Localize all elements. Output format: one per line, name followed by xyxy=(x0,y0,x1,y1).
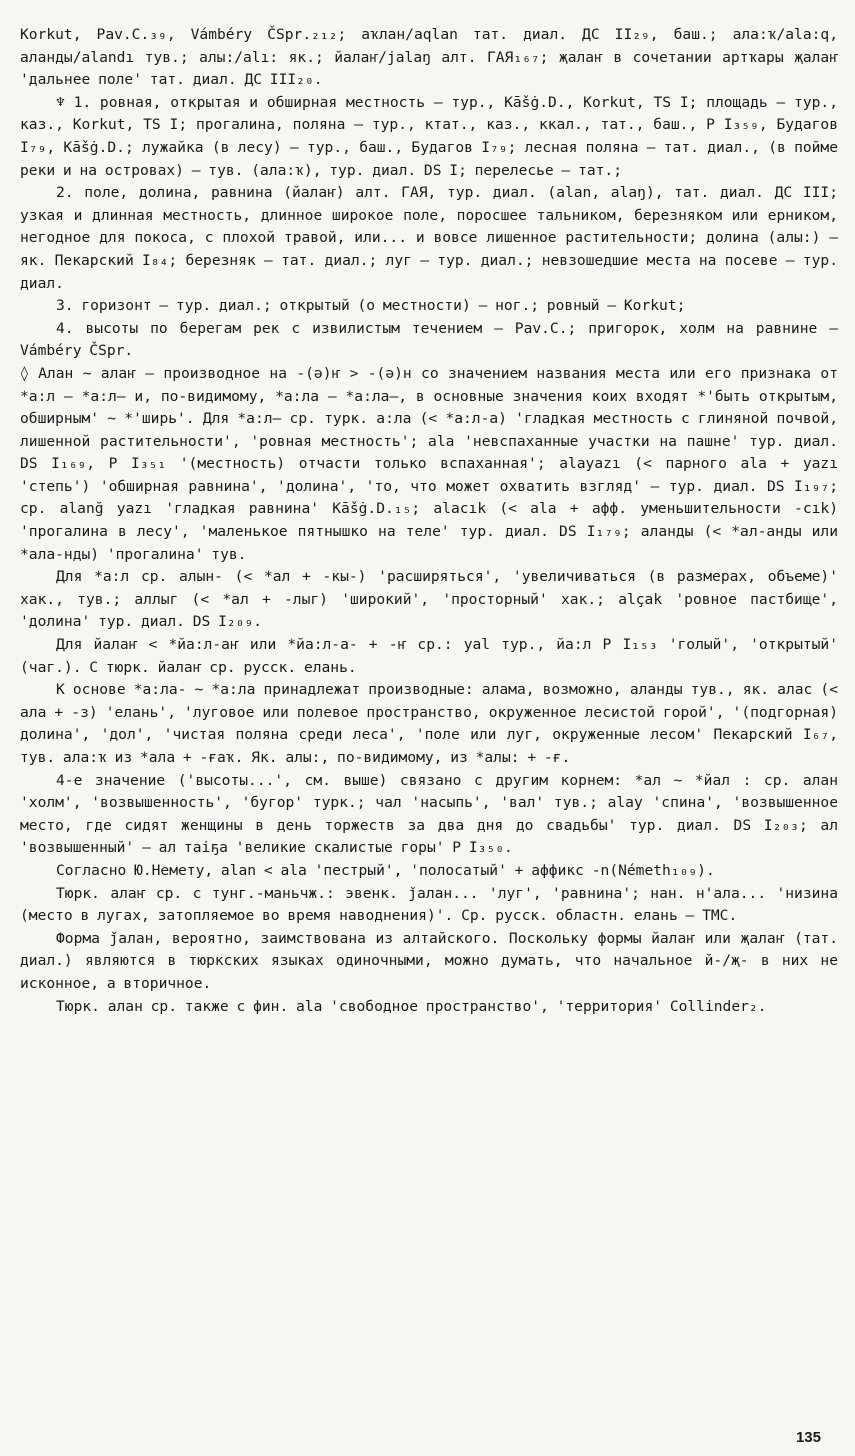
meaning-1: ♆ 1. ровная, открытая и обширная местность – тур., Kāšġ.D., Korkut, TS I; площадь – тур., каз., Korkut, TS I; прогалина, поляна – тур., ктат., каз., ккал., тат., баш., P I₃₅₉, Будагов I₇₉, Kāšġ.D.; лужайка (в лесу) – тур., баш., Будагов I₇₉; лесная поляна – тат. диал., (в пойме реки и на островах) – тув. (ала:ҡ), тур. диал. DS I; перелесье – тат.; xyxy=(20,93,838,179)
etymology-main: ◊ Алан ~ алаҥ – производное на -(ə)ҥ > -(ə)н со значением названия места или его признака от *а:л – *а:л– и, по-видимому, *а:ла – *а:ла–, в основные значения коих входят *'быть открытым, обширным' ~ *'ширь'. Для *а:л– ср. турк. а:ла (< *а:л-а) 'гладкая местность с глиняной почвой, лишенной растительности', 'ровная местность'; ala 'невспаханные участки на пашне' тур. диал. DS I₁₆₉, P I₃₅₁ '(местность) отчасти только вспаханная'; alayazı (< парного ala + yazı 'степь') 'обширная равнина', 'долина', 'то, что может охватить взгляд' – тур. диал. DS I₁₉₇; ср. alanğ yazı 'гладкая равнина' Kāšġ.D.₁₅; alacık (< ala + афф. уменьшительности -cık) 'прогалина в лесу', 'маленькое пятнышко на теле' тур. диал. DS I₁₇₉; аланды (< *ал-анды или *ала-нды) 'прогалина' тув. xyxy=(20,364,838,563)
etymology-borrowing: Форма ǰалан, вероятно, заимствована из алтайского. Поскольку формы йалаҥ или җалаҥ (тат. диал.) являются в тюркских языках одиночными, можно думать, что начальное й-/җ- в них не исконное, а вторичное. xyxy=(20,929,838,992)
etymology-jalan: Для йалаҥ < *йа:л-аҥ или *йа:л-а- + -ҥ ср.: yal тур., йа:л P I₁₅₃ 'голый', 'открытый' (чаг.). С тюрк. йалаҥ ср. русск. елань. xyxy=(20,636,838,676)
dictionary-page xyxy=(20,24,838,1018)
etymology-tungus: Тюрк. алаҥ ср. с тунг.-маньчж.: эвенк. ǰалан... 'луг', 'равнина'; нан. н'ала... 'низина (место в лугах, затопляемое во время наводнения)'. Ср. русск. областн. елань – ТМС. xyxy=(20,884,838,925)
etymology-ala-derivatives: К основе *а:ла- ~ *а:ла принадлежат производные: алама, возможно, аланды тув., як. алас (< ала + -з) 'елань', 'луговое или полевое пространство, окруженное лесистой горой', '(подгорная) долина', 'дол', 'чистая поляна среди леса', 'поле или луг, окруженные лесом' Пекарский I₆₇, тув. ала:ҡ из *ала + -ғаҡ. Як. алы:, по-видимому, из *алы: + -ғ. xyxy=(20,681,838,766)
page-number: 135 xyxy=(795,1429,821,1446)
meaning-4: 4. высоты по берегам рек с извилистым течением – Pav.C.; пригорок, холм на равнине – Vámbéry ČSpr. xyxy=(20,319,838,360)
etymology-meaning-4: 4-е значение ('высоты...', см. выше) связано с другим корнем: *ал ~ *йал : ср. алан 'холм', 'возвышенность', 'бугор' турк.; чал 'насыпь', 'вал' тув.; alay 'спина', 'возвышенное место, где сидят женщины в день торжеств за два дня до свадьбы' тур. диал. DS I₂₀₃; ал 'возвышенный' – ал таiҕа 'великие скалистые горы' P I₃₅₀. xyxy=(20,771,838,857)
entry-reflexes: Korkut, Pav.C.₃₉, Vámbéry ČSpr.₂₁₂; аҡлан/aqlan тат. диал. ДС II₂₉, баш.; ала:ҡ/ala:q, аланды/alandı тув.; алы:/alı: як.; йалаҥ/jalaŋ алт. ГАЯ₁₆₇; җалаҥ в сочетании артҡары җалаҥ 'дальнее поле' тат. диал. ДС III₂₀. xyxy=(20,26,838,89)
etymology-finnish: Тюрк. алан ср. также с фин. ala 'свободное пространство', 'территория' Collinder₂. xyxy=(56,997,767,1015)
meaning-3: 3. горизонт – тур. диал.; открытый (о местности) – ног.; ровный – Korkut; xyxy=(56,297,686,315)
meaning-2: 2. поле, долина, равнина (йалаҥ) алт. ГАЯ, тур. диал. (alan, alaŋ), тат. диал. ДС III; узкая и длинная местность, длинное широкое поле, поросшее тальником, березняком или ерником, негодное для покоса, с плохой травой, или... и вовсе лишенное растительности; долина (алы:) – як. Пекарский I₈₄; березняк – тат. диал.; луг – тур. диал.; невзошедшие места на посеве – тур. диал. xyxy=(20,184,838,292)
etymology-al: Для *а:л ср. алын- (< *ал + -кы-) 'расширяться', 'увеличиваться (в размерах, объеме)' хак., тув.; аллыг (< *ал + -лыг) 'широкий', 'просторный' хак.; alçak 'ровное пастбище', 'долина' тур. диал. DS I₂₀₉. xyxy=(20,568,838,631)
etymology-nemeth: Согласно Ю.Немету, alan < ala 'пестрый', 'полосатый' + аффикс -n(Németh₁₀₉). xyxy=(56,861,715,879)
